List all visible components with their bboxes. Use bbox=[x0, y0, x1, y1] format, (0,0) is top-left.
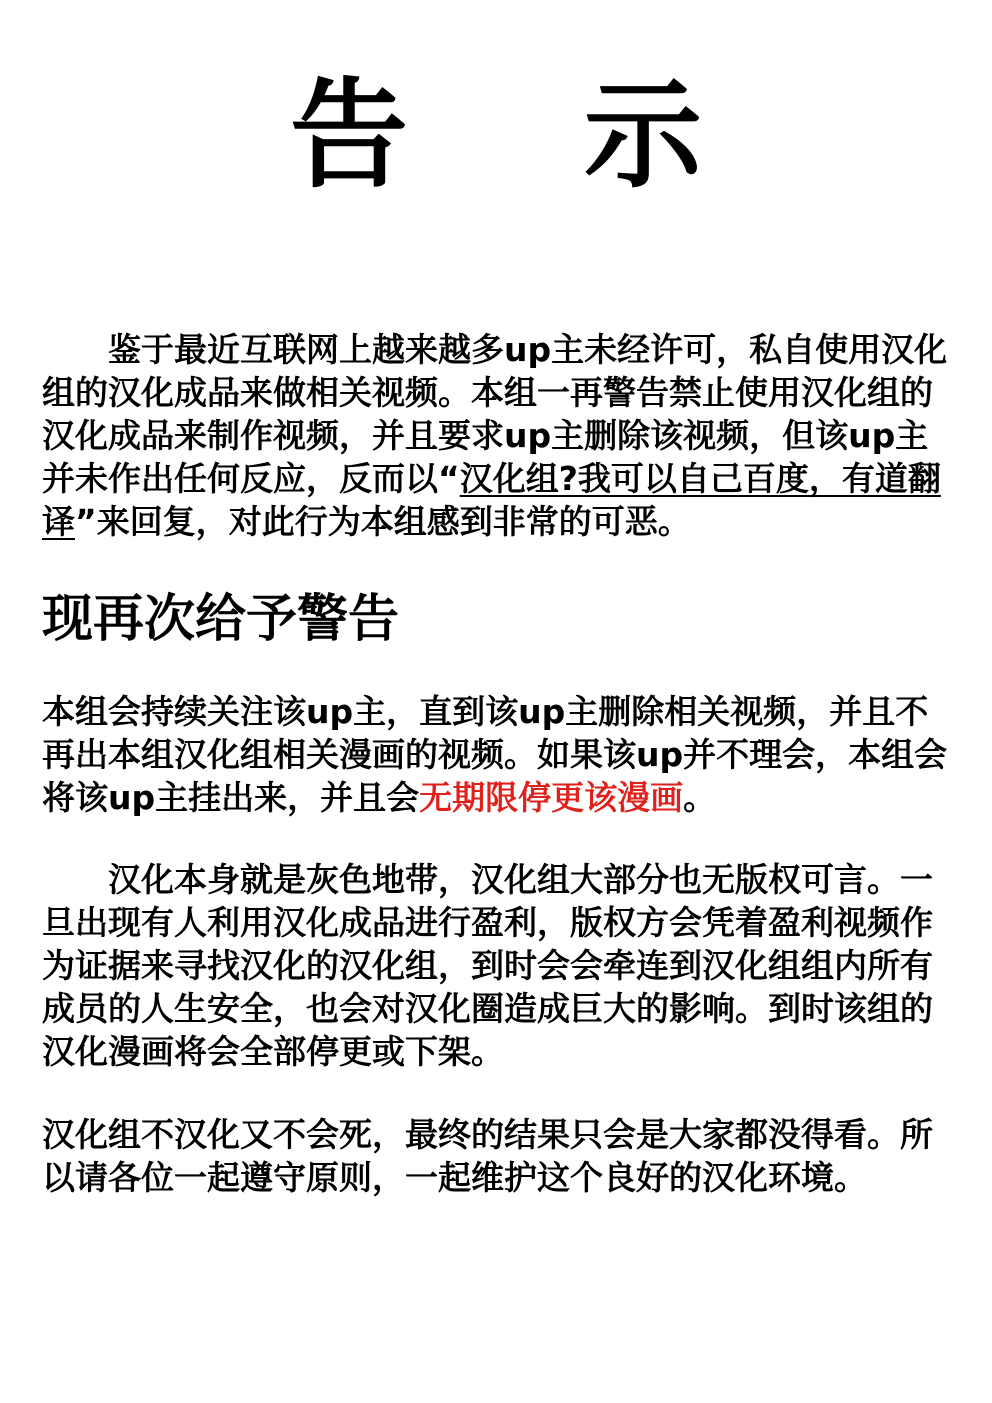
page-title bbox=[0, 66, 992, 204]
warning-text: 本组会持续关注该up主，直到该up主删除相关视频，并且不再出本组汉化组相关漫画的视频。如果该up并不理会，本组会将该up主挂出来，并且会 bbox=[42, 692, 948, 817]
red-warning-text: 无期限停更该漫画 bbox=[419, 778, 684, 817]
closing-text: 汉化组不汉化又不会死，最终的结果只会是大家都没得看。所以请各位一起遵守原则，一起维护这个良好的汉化环境。 bbox=[42, 1115, 933, 1197]
intro-text-end: ”来回复，对此行为本组感到非常的可恶。 bbox=[75, 502, 691, 541]
title-char-1: 告 bbox=[290, 66, 409, 204]
paragraph-grey-area bbox=[42, 858, 952, 1073]
quoted-reply: 汉化组?我可以自己百度，有道翻译 bbox=[42, 459, 941, 541]
warning-text-end: 。 bbox=[683, 778, 717, 817]
intro-text: 鉴于最近互联网上越来越多up主未经许可，私自使用汉化组的汉化成品来做相关视频。本组一再警告禁止使用汉化组的汉化成品来制作视频，并且要求up主删除该视频，但该up主并未作出任何反应，反而以“ bbox=[42, 330, 948, 498]
grey-area-text: 汉化本身就是灰色地带，汉化组大部分也无版权可言。一旦出现有人利用汉化成品进行盈利，版权方会凭着盈利视频作为证据来寻找汉化的汉化组，到时会会牵连到汉化组组内所有成员的人生安全，也会对汉化圈造成巨大的影响。到时该组的汉化漫画将会全部停更或下架。 bbox=[42, 860, 933, 1071]
paragraph-warning bbox=[42, 690, 952, 819]
paragraph-closing bbox=[42, 1113, 952, 1199]
warning-heading: 现再次给予警告 bbox=[42, 590, 400, 649]
title-char-2: 示 bbox=[584, 66, 703, 204]
paragraph-intro bbox=[42, 328, 952, 543]
